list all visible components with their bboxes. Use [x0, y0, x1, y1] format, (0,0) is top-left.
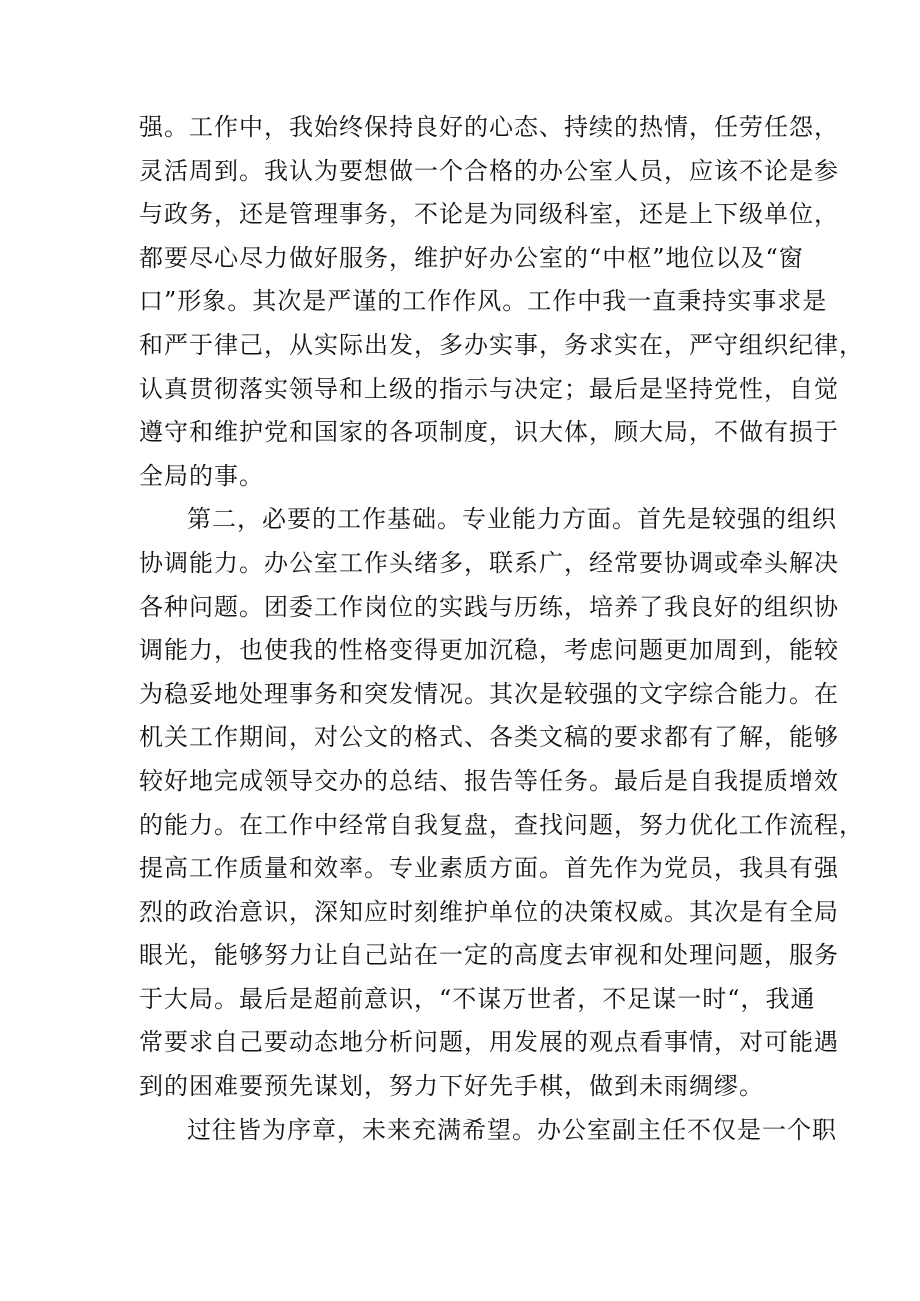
paragraph-1 — [139, 106, 864, 498]
paragraph-3-line-1: 过往皆为序章，未来充满希望。办公室副主任不仅是一个职 — [187, 1115, 837, 1144]
paragraph-1-line-6: 和严于律己，从实际出发，多办实事，务求实在，严守组织纪律， — [139, 330, 864, 359]
paragraph-1-line-2: 灵活周到。我认为要想做一个合格的办公室人员，应该不论是参 — [139, 156, 839, 185]
paragraph-2-line-3: 各种问题。团委工作岗位的实践与历练，培养了我良好的组织协 — [139, 592, 839, 621]
paragraph-2-line-9: 提高工作质量和效率。专业素质方面。首先作为党员，我具有强 — [139, 854, 839, 883]
paragraph-2-line-1: 第二，必要的工作基础。专业能力方面。首先是较强的组织 — [187, 505, 837, 534]
paragraph-2-line-2: 协调能力。办公室工作头绪多，联系广，经常要协调或牵头解决 — [139, 548, 839, 577]
body-text — [139, 106, 864, 1152]
paragraph-2 — [139, 498, 864, 1108]
paragraph-1-line-8: 遵守和维护党和国家的各项制度，识大体，顾大局，不做有损于 — [139, 418, 839, 447]
paragraph-2-line-12: 于大局。最后是超前意识，“不谋万世者，不足谋一时“，我通 — [139, 984, 816, 1013]
paragraph-1-line-3: 与政务，还是管理事务，不论是为同级科室，还是上下级单位， — [139, 200, 839, 229]
paragraph-2-line-4: 调能力，也使我的性格变得更加沉稳，考虑问题更加周到，能较 — [139, 636, 839, 665]
paragraph-2-line-13: 常要求自己要动态地分析问题，用发展的观点看事情，对可能遇 — [139, 1028, 839, 1057]
paragraph-2-line-6: 机关工作期间，对公文的格式、各类文稿的要求都有了解，能够 — [139, 723, 839, 752]
paragraph-1-line-9: 全局的事。 — [139, 461, 264, 490]
paragraph-1-line-5: 口”形象。其次是严谨的工作作风。工作中我一直秉持实事求是 — [139, 287, 828, 316]
paragraph-2-line-14: 到的困难要预先谋划，努力下好先手棋，做到未雨绸缪。 — [139, 1072, 764, 1101]
paragraph-2-line-5: 为稳妥地处理事务和突发情况。其次是较强的文字综合能力。在 — [139, 679, 839, 708]
paragraph-2-line-11: 眼光，能够努力让自己站在一定的高度去审视和处理问题，服务 — [139, 941, 839, 970]
paragraph-1-line-4: 都要尽心尽力做好服务，维护好办公室的“中枢”地位以及“窗 — [139, 243, 804, 272]
paragraph-1-line-7: 认真贯彻落实领导和上级的指示与决定；最后是坚持党性，自觉 — [139, 374, 839, 403]
paragraph-2-line-10: 烈的政治意识，深知应时刻维护单位的决策权威。其次是有全局 — [139, 897, 839, 926]
paragraph-3 — [139, 1109, 837, 1153]
paragraph-2-line-7: 较好地完成领导交办的总结、报告等任务。最后是自我提质增效 — [139, 766, 839, 795]
paragraph-1-line-1: 强。工作中，我始终保持良好的心态、持续的热情，任劳任怨， — [139, 113, 839, 141]
paragraph-2-line-8: 的能力。在工作中经常自我复盘，查找问题，努力优化工作流程， — [139, 810, 864, 839]
